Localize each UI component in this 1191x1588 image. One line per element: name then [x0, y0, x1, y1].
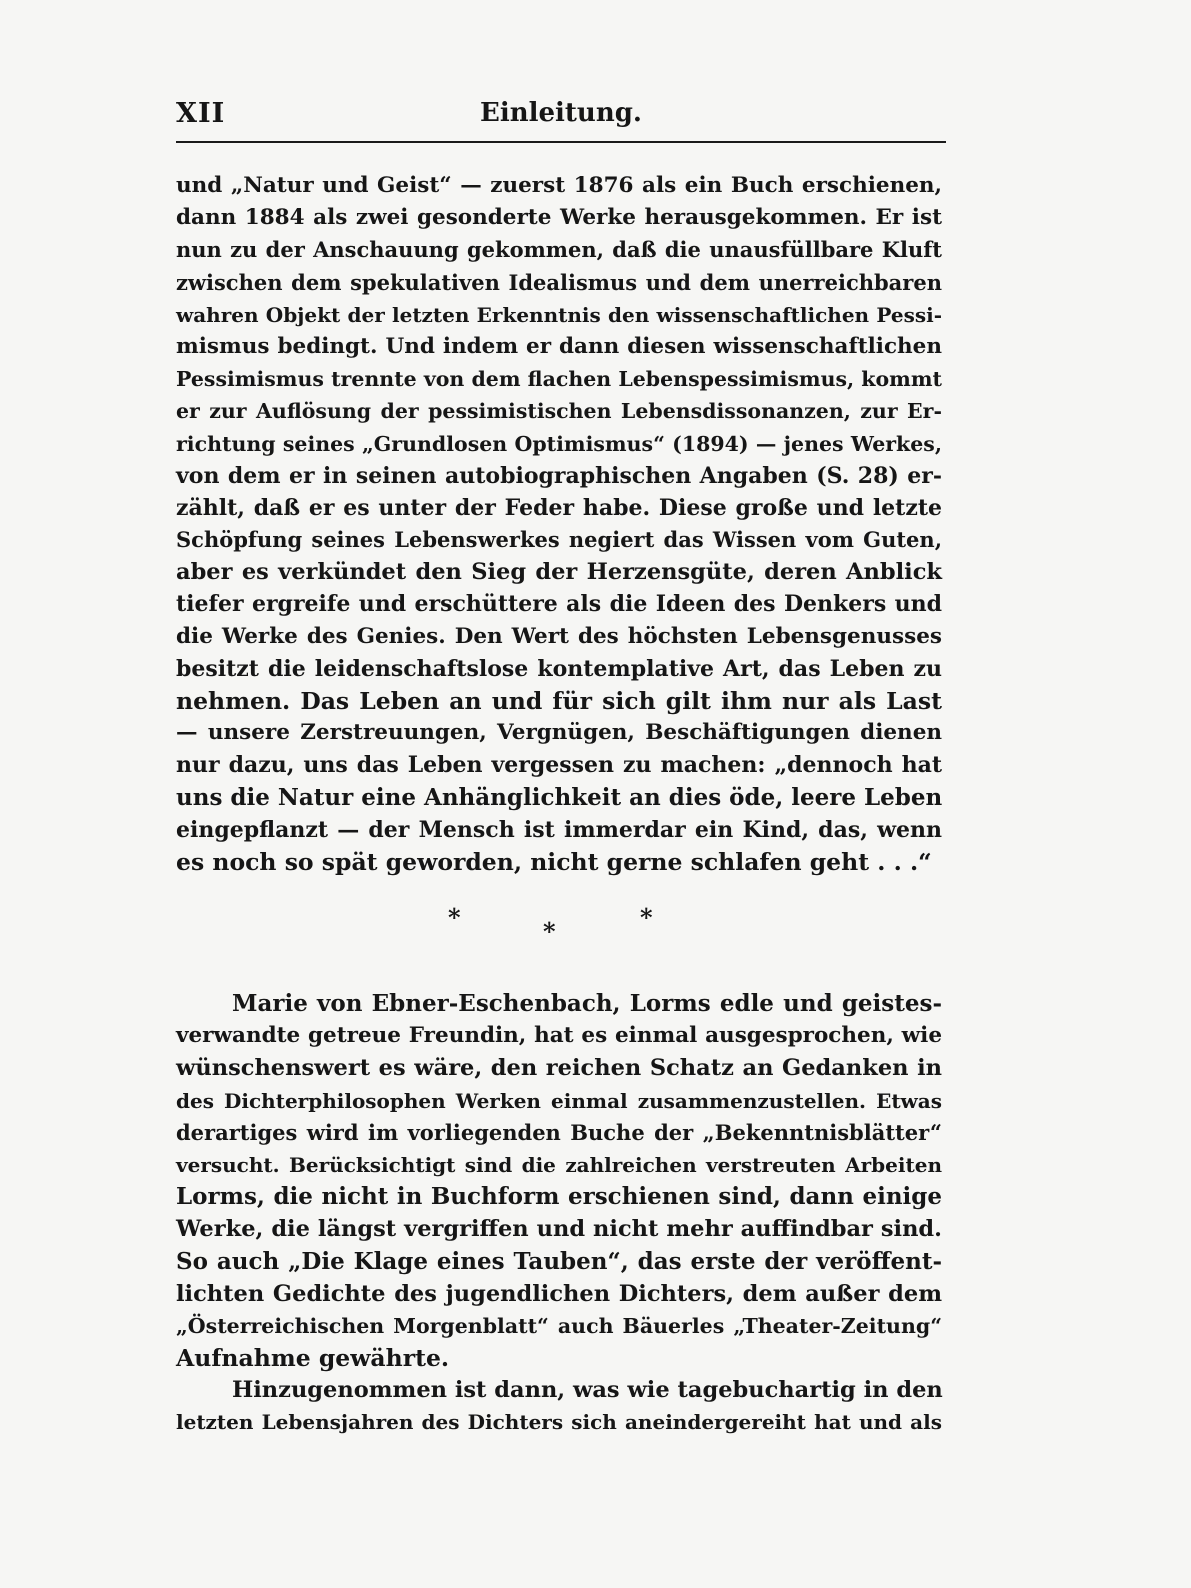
text-line: — unsere Zerstreuungen, Vergnügen, Beschäftigungen dienen — [176, 720, 942, 746]
paragraph-continuation — [176, 170, 942, 878]
text-line: nehmen. Das Leben an und für sich gilt ihm nur als Last — [176, 687, 942, 715]
running-title: Einleitung. — [480, 98, 642, 128]
text-line: versucht. Berücksichtigt sind die zahlreichen verstreuten Arbeiten — [176, 1152, 942, 1177]
paragraph-ebner-eschenbach — [176, 988, 942, 1439]
text-line: lichten Gedichte des jugendlichen Dichters, dem außer dem — [176, 1280, 942, 1307]
text-line: dann 1884 als zwei gesonderte Werke herausgekommen. Er ist — [176, 205, 942, 231]
page-header — [176, 98, 946, 142]
text-line: nun zu der Anschauung gekommen, daß die unausfüllbare Kluft — [176, 237, 942, 263]
text-line: zählt, daß er es unter der Feder habe. Diese große und letzte — [176, 494, 942, 521]
text-line: Hinzugenommen ist dann, was wie tagebuchartig in den — [232, 1377, 943, 1404]
text-line: Schöpfung seines Lebenswerkes negiert das Wissen vom Guten, — [176, 527, 942, 553]
text-line: und „Natur und Geist“ — zuerst 1876 als ein Buch erschienen, — [176, 173, 942, 198]
text-line: wünschenswert es wäre, den reichen Schatz an Gedanken in — [176, 1055, 942, 1082]
text-line: „Österreichischen Morgenblatt“ auch Bäuerles „Theater-Zeitung“ — [176, 1313, 942, 1338]
text-line: mismus bedingt. Und indem er dann diesen wissenschaftlichen — [176, 333, 942, 359]
text-line: wahren Objekt der letzten Erkenntnis den wissenschaftlichen Pessi- — [176, 302, 942, 327]
separator-star: * — [448, 903, 461, 932]
text-line: Pessimismus trennte von dem flachen Lebenspessimismus, kommt — [176, 367, 943, 392]
text-line: von dem er in seinen autobiographischen Angaben (S. 28) er- — [176, 462, 942, 489]
text-line: nur dazu, uns das Leben vergessen zu machen: „dennoch hat — [176, 752, 942, 779]
page-number: XII — [176, 98, 226, 129]
section-separator — [176, 898, 942, 958]
text-line: er zur Auflösung der pessimistischen Lebensdissonanzen, zur Er- — [176, 399, 942, 424]
header-rule — [176, 141, 946, 143]
text-line: So auch „Die Klage eines Tauben“, das erste der veröffent- — [176, 1247, 942, 1275]
text-line: besitzt die leidenschaftslose kontemplative Art, das Leben zu — [176, 655, 942, 682]
text-line: tiefer ergreife und erschüttere als die Ideen des Denkers und — [176, 591, 942, 618]
text-line: es noch so spät geworden, nicht gerne schlafen geht . . .“ — [176, 847, 932, 876]
text-line: Marie von Ebner-Eschenbach, Lorms edle und geistes- — [232, 990, 942, 1017]
separator-star: * — [640, 903, 653, 932]
separator-star: * — [543, 917, 556, 946]
text-line: verwandte getreue Freundin, hat es einmal ausgesprochen, wie — [176, 1023, 942, 1049]
text-line: Lorms, die nicht in Buchform erschienen sind, dann einige — [176, 1183, 942, 1211]
text-line: des Dichterphilosophen Werken einmal zusammenzustellen. Etwas — [176, 1088, 942, 1113]
text-line: die Werke des Genies. Den Wert des höchsten Lebensgenusses — [176, 623, 942, 649]
text-line: Werke, die längst vergriffen und nicht mehr auffindbar sind. — [176, 1216, 942, 1243]
text-line: derartiges wird im vorliegenden Buche der „Bekenntnisblätter“ — [176, 1119, 942, 1145]
text-line: uns die Natur eine Anhänglichkeit an dies öde, leere Leben — [176, 783, 943, 811]
text-line: richtung seines „Grundlosen Optimismus“ (1894) — jenes Werkes, — [176, 431, 942, 456]
text-line: letzten Lebensjahren des Dichters sich aneindergereiht hat und als — [176, 1410, 942, 1435]
text-line: aber es verkündet den Sieg der Herzensgüte, deren Anblick — [176, 559, 942, 586]
text-line: Aufnahme gewährte. — [176, 1344, 450, 1373]
text-line: eingepflanzt — der Mensch ist immerdar ein Kind, das, wenn — [176, 816, 942, 843]
text-line: zwischen dem spekulativen Idealismus und dem unerreichbaren — [176, 269, 942, 295]
